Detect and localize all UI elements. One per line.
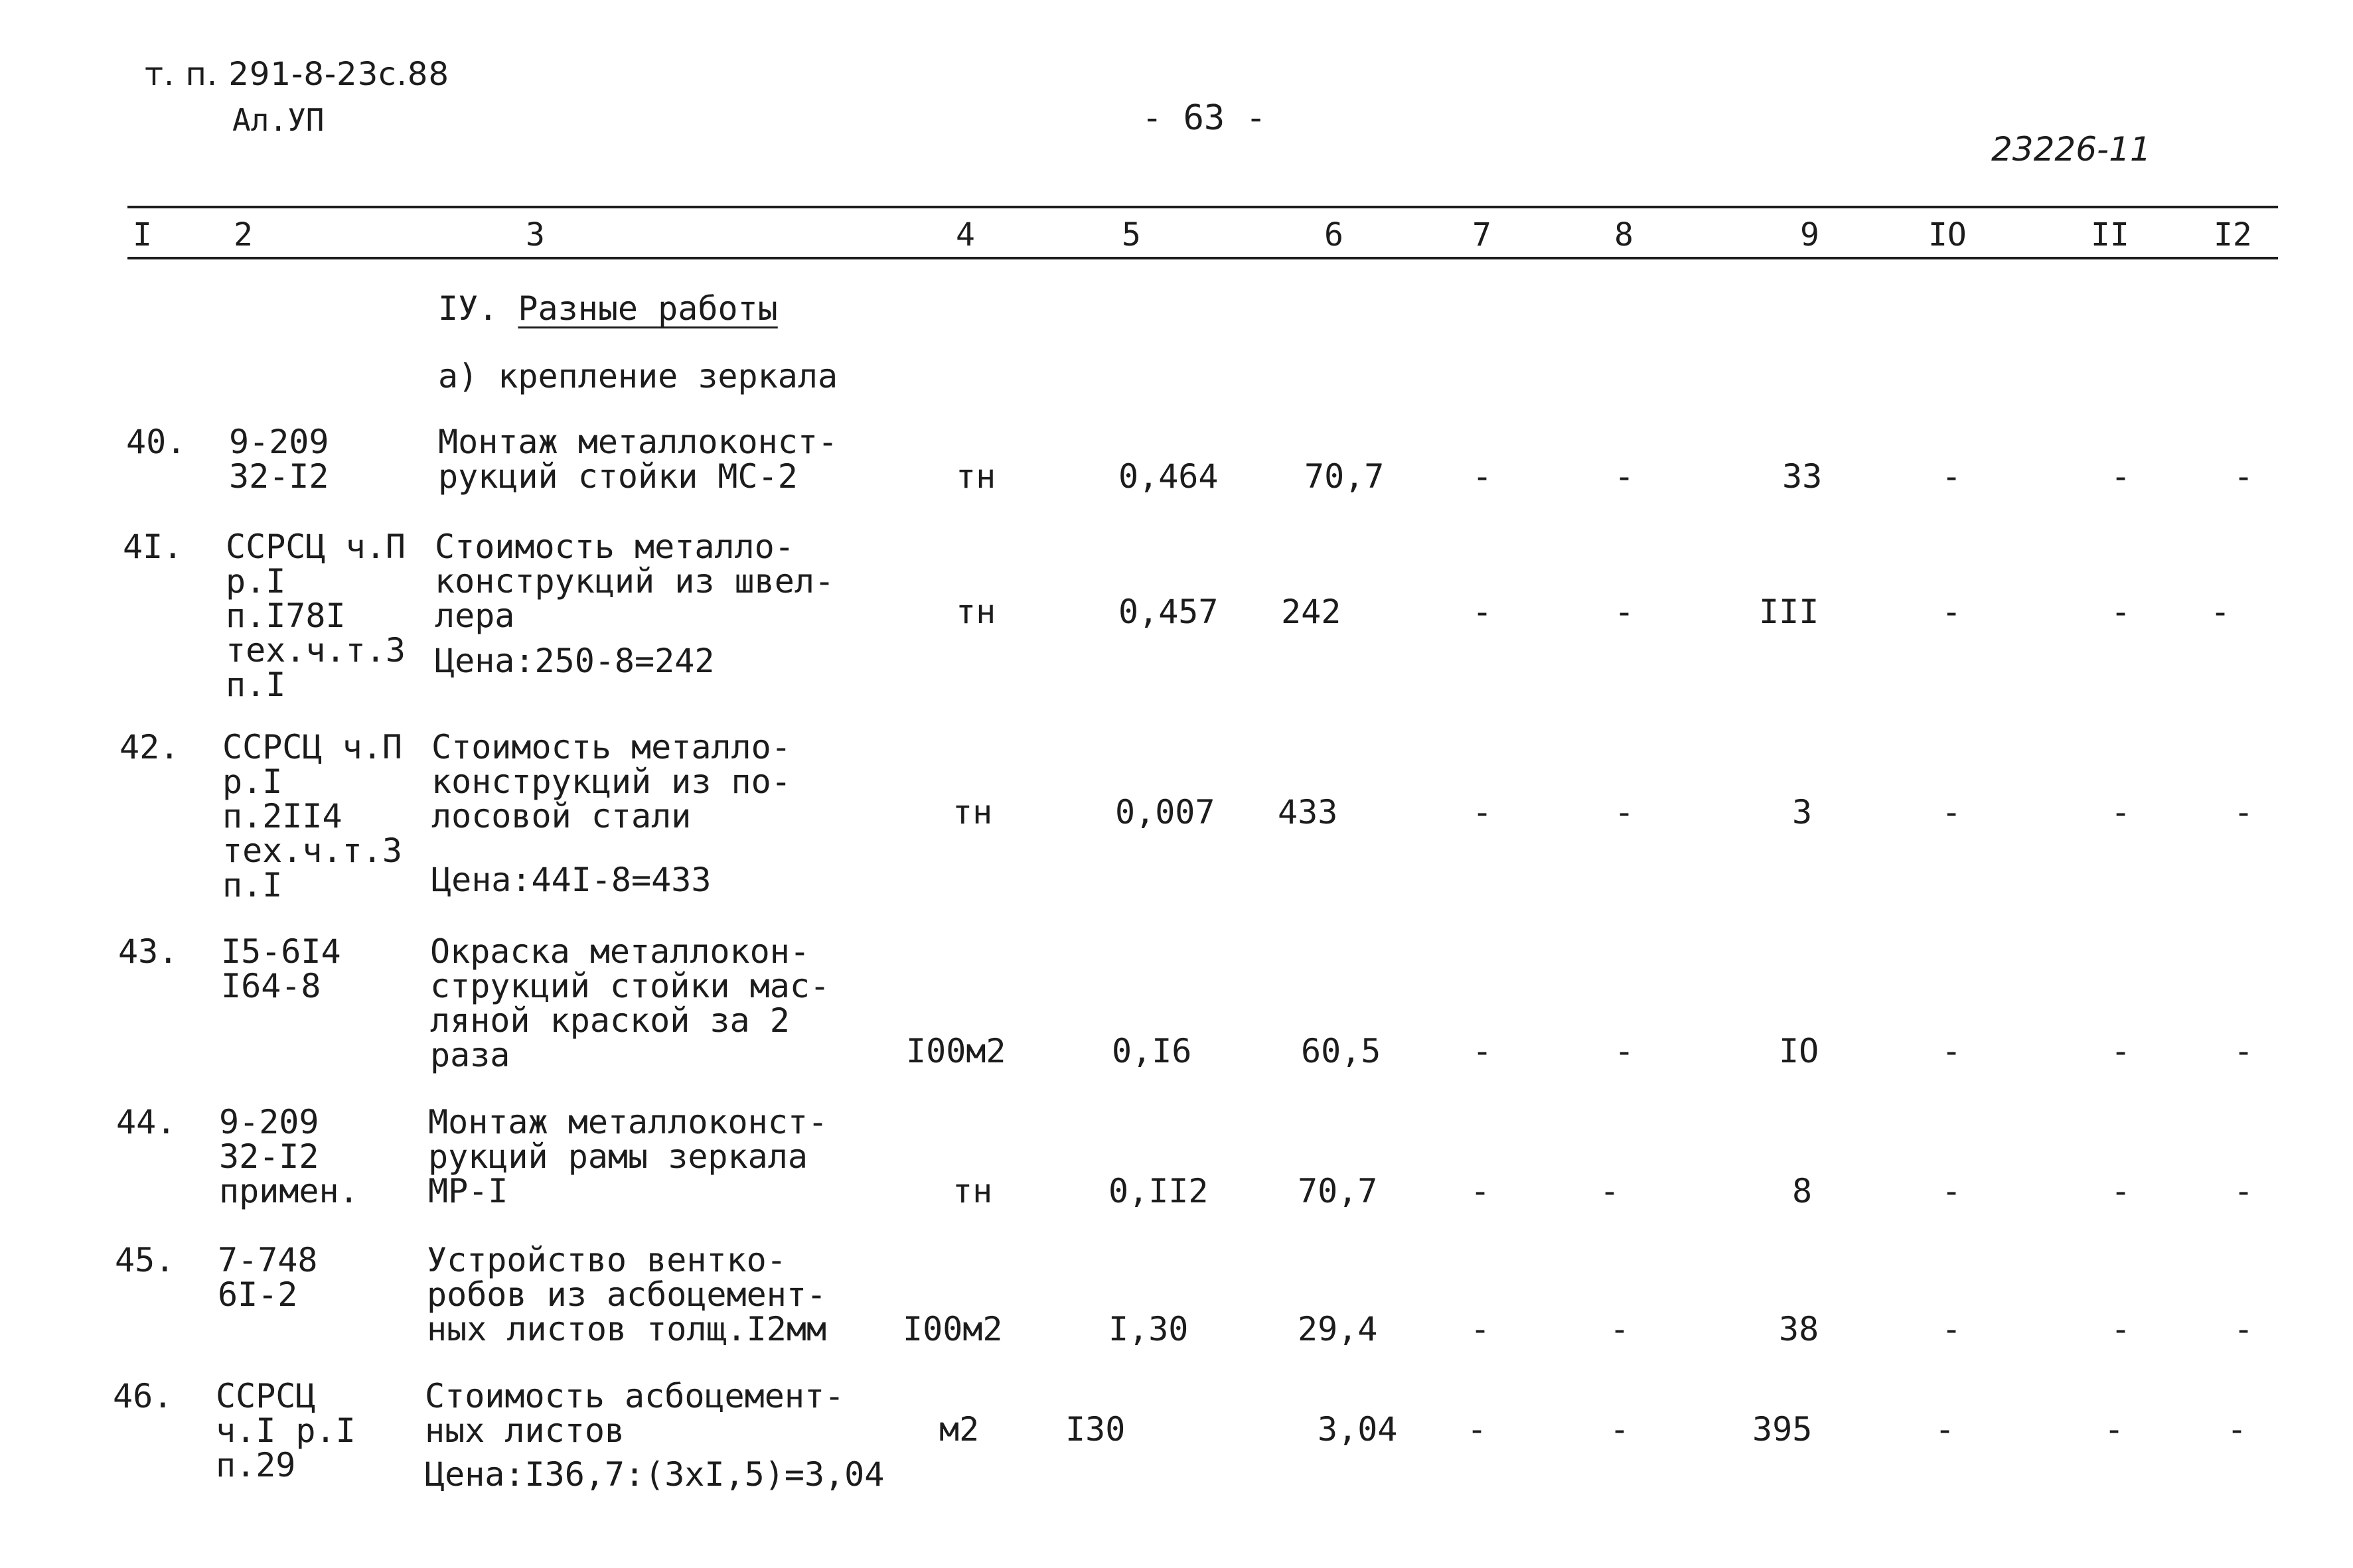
- column-11-value: -: [2111, 1172, 2131, 1210]
- column-number-3: 3: [526, 216, 545, 253]
- column-10-value: -: [1941, 1310, 1962, 1348]
- total-cost: 8: [1792, 1172, 1813, 1210]
- quantity: 0,I6: [1112, 1032, 1192, 1070]
- total-cost: 33: [1782, 457, 1823, 496]
- document-code: т. п. 291-8-23с.88: [145, 56, 449, 93]
- column-12-value: -: [2210, 593, 2231, 631]
- column-12-value: -: [2234, 1310, 2254, 1348]
- price-note: Цена:44I-8=433: [431, 861, 712, 899]
- column-8-value: -: [1610, 1310, 1630, 1348]
- rate-code: ССРСЦ ч.П р.I п.I78I тех.ч.т.3 п.I: [226, 528, 406, 704]
- column-10-value: -: [1941, 793, 1962, 831]
- total-cost: 38: [1779, 1310, 1819, 1348]
- column-7-value: -: [1472, 793, 1493, 831]
- column-10-value: -: [1935, 1410, 1955, 1449]
- column-10-value: -: [1941, 1172, 1962, 1210]
- work-description: Стоимость металло- конструкций из швел- лера: [435, 528, 835, 635]
- column-10-value: -: [1941, 593, 1962, 631]
- quantity: 0,464: [1118, 457, 1219, 496]
- column-7-value: -: [1472, 593, 1493, 631]
- price-note: Цена:I36,7:(3хI,5)=3,04: [425, 1455, 885, 1494]
- column-number-12: I2: [2214, 216, 2252, 253]
- unit-price: 60,5: [1301, 1032, 1381, 1070]
- column-number-4: 4: [956, 216, 975, 253]
- section-heading: [438, 289, 778, 328]
- column-10-value: -: [1941, 457, 1962, 496]
- row-number: 44.: [116, 1103, 177, 1141]
- work-description: Монтаж металлоконст- рукций рамы зеркала МР-I: [428, 1103, 828, 1210]
- section-number: IУ.: [438, 289, 498, 328]
- unit: тн: [956, 457, 996, 496]
- album-number: Ал.УП: [232, 102, 325, 138]
- column-number-11: II: [2091, 216, 2129, 253]
- column-7-value: -: [1467, 1410, 1487, 1449]
- column-number-10: IO: [1928, 216, 1967, 253]
- work-description: Монтаж металлоконст- рукций стойки МС-2: [438, 423, 838, 496]
- unit: тн: [952, 1172, 993, 1210]
- unit-price: 433: [1278, 793, 1338, 831]
- column-8-value: -: [1600, 1172, 1620, 1210]
- column-11-value: -: [2111, 1032, 2131, 1070]
- subsection-heading: а) крепление зеркала: [438, 357, 838, 395]
- total-cost: 3: [1792, 793, 1813, 831]
- column-11-value: -: [2111, 457, 2131, 496]
- unit: I00м2: [903, 1310, 1003, 1348]
- work-description: Стоимость асбоцемент- ных листов: [425, 1377, 845, 1450]
- row-number: 43.: [118, 932, 179, 971]
- table-header-rule: [127, 257, 2278, 259]
- unit: I00м2: [906, 1032, 1006, 1070]
- row-number: 45.: [115, 1241, 175, 1279]
- quantity: I30: [1065, 1410, 1126, 1449]
- unit: тн: [952, 793, 993, 831]
- column-12-value: -: [2234, 1172, 2254, 1210]
- column-8-value: -: [1614, 593, 1635, 631]
- column-number-7: 7: [1472, 216, 1491, 253]
- column-7-value: -: [1472, 1032, 1493, 1070]
- quantity: 0,II2: [1108, 1172, 1209, 1210]
- column-12-value: -: [2234, 457, 2254, 496]
- quantity: I,30: [1108, 1310, 1189, 1348]
- row-number: 46.: [113, 1377, 173, 1415]
- column-11-value: -: [2111, 793, 2131, 831]
- handwritten-stamp: 23226-11: [1991, 130, 2151, 169]
- column-10-value: -: [1941, 1032, 1962, 1070]
- column-7-value: -: [1470, 1310, 1491, 1348]
- column-8-value: -: [1610, 1410, 1630, 1449]
- column-12-value: -: [2234, 1032, 2254, 1070]
- unit-price: 3,04: [1318, 1410, 1398, 1449]
- column-number-1: I: [133, 216, 152, 253]
- row-number: 4I.: [123, 528, 183, 566]
- column-7-value: -: [1472, 457, 1493, 496]
- row-number: 40.: [126, 423, 187, 461]
- column-7-value: -: [1470, 1172, 1491, 1210]
- unit: тн: [956, 593, 996, 631]
- column-8-value: -: [1614, 457, 1635, 496]
- column-8-value: -: [1614, 793, 1635, 831]
- rate-code: 9-209 32-I2: [229, 423, 329, 496]
- quantity: 0,457: [1118, 593, 1219, 631]
- column-11-value: -: [2111, 593, 2131, 631]
- unit-price: 70,7: [1304, 457, 1385, 496]
- unit-price: 70,7: [1298, 1172, 1378, 1210]
- rate-code: 9-209 32-I2 примен.: [219, 1103, 359, 1210]
- work-description: Стоимость металло- конструкций из по- лосовой стали: [431, 728, 791, 835]
- table-top-rule: [127, 206, 2278, 208]
- work-description: Устройство вентко- робов из асбоцемент- ных листов толщ.I2мм: [427, 1241, 827, 1348]
- column-number-2: 2: [234, 216, 253, 253]
- rate-code: 7-748 6I-2: [218, 1241, 318, 1314]
- column-11-value: -: [2104, 1410, 2125, 1449]
- column-number-8: 8: [1614, 216, 1633, 253]
- work-description: Окраска металлокон- струкций стойки мас- ляной краской за 2 раза: [430, 932, 830, 1074]
- total-cost: 395: [1752, 1410, 1813, 1449]
- price-note: Цена:250-8=242: [435, 642, 715, 680]
- total-cost: III: [1759, 593, 1819, 631]
- rate-code: ССРСЦ ч.I р.I п.29: [216, 1377, 356, 1484]
- column-11-value: -: [2111, 1310, 2131, 1348]
- quantity: 0,007: [1115, 793, 1215, 831]
- column-number-5: 5: [1122, 216, 1141, 253]
- unit: м2: [939, 1410, 980, 1449]
- unit-price: 242: [1281, 593, 1341, 631]
- section-title: Разные работы: [518, 289, 778, 328]
- column-8-value: -: [1614, 1032, 1635, 1070]
- page-number: - 63 -: [1142, 98, 1266, 138]
- rate-code: ССРСЦ ч.П р.I п.2II4 тех.ч.т.3 п.I: [222, 728, 402, 904]
- column-number-6: 6: [1324, 216, 1343, 253]
- row-number: 42.: [119, 728, 180, 766]
- column-12-value: -: [2227, 1410, 2247, 1449]
- rate-code: I5-6I4 I64-8: [221, 932, 341, 1005]
- total-cost: IO: [1779, 1032, 1819, 1070]
- column-12-value: -: [2234, 793, 2254, 831]
- unit-price: 29,4: [1298, 1310, 1378, 1348]
- column-number-9: 9: [1800, 216, 1819, 253]
